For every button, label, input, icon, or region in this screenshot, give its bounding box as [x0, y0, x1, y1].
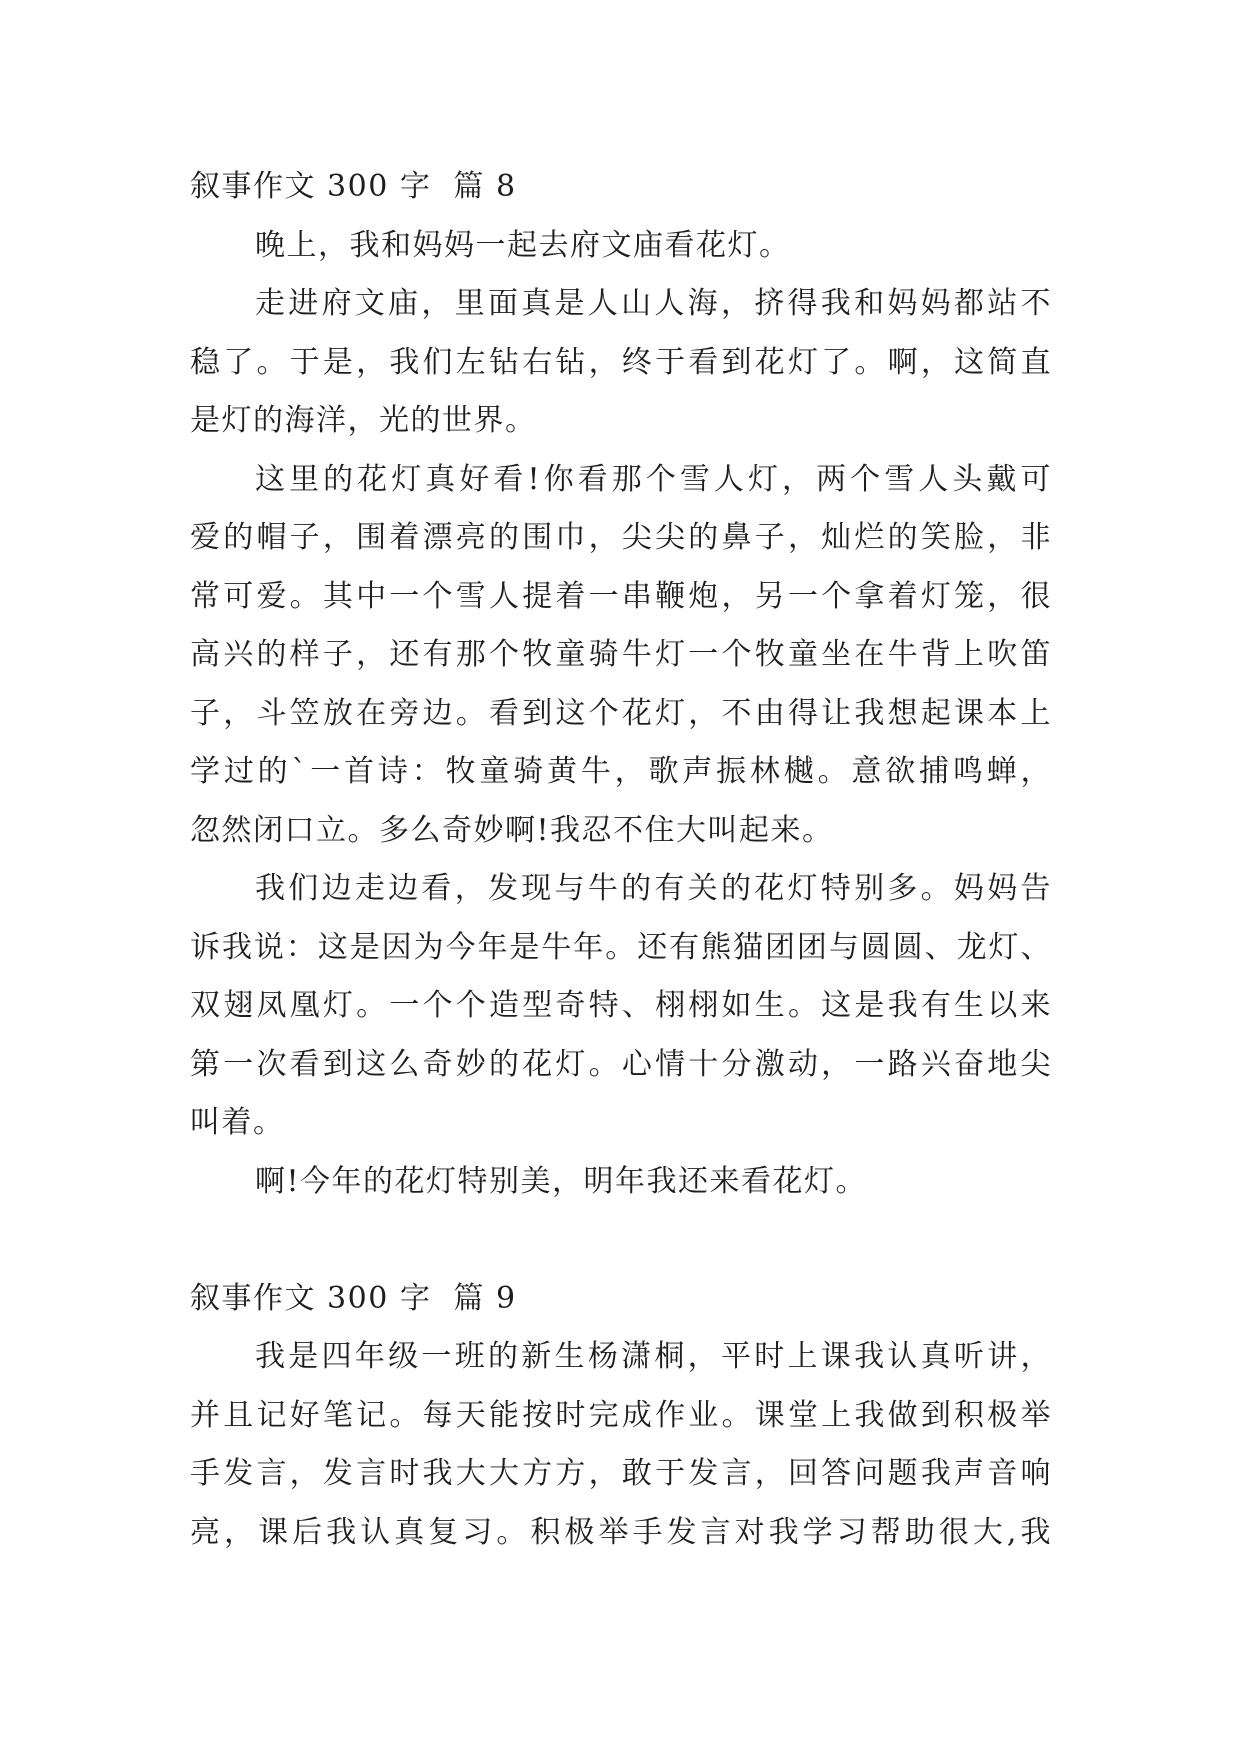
section-heading: 叙事作文 300 字 篇 9 — [190, 1280, 517, 1316]
paragraph-line: 爱的帽子，围着漂亮的围巾，尖尖的鼻子，灿烂的笑脸，非 — [190, 520, 1052, 555]
paragraph-line: 诉我说：这是因为今年是牛年。还有熊猫团团与圆圆、龙灯、 — [190, 929, 1052, 965]
paragraph — [190, 860, 1052, 1153]
paragraph-line: 常可爱。其中一个雪人提着一串鞭炮，另一个拿着灯笼，很 — [190, 578, 1052, 614]
section-heading: 叙事作文 300 字 篇 8 — [190, 169, 517, 204]
paragraph-line: 是灯的海洋，光的世界。 — [190, 403, 537, 438]
paragraph — [190, 1153, 1052, 1212]
essay-section — [190, 158, 1052, 1211]
paragraph-line: 我们边走边看，发现与牛的有关的花灯特别多。妈妈告 — [255, 871, 1052, 906]
paragraph — [190, 275, 1052, 451]
paragraph-line: 并且记好笔记。每天能按时完成作业。课堂上我做到积极举 — [190, 1397, 1052, 1433]
paragraph-line: 第一次看到这么奇妙的花灯。心情十分激动，一路兴奋地尖 — [190, 1046, 1052, 1082]
paragraph — [190, 451, 1052, 861]
paragraph-line: 忽然闭口立。多么奇妙啊!我忍不住大叫起来。 — [190, 812, 834, 848]
paragraph-line: 晚上，我和妈妈一起去府文庙看花灯。 — [255, 227, 791, 263]
paragraph-line: 手发言，发言时我大大方方，敢于发言，回答问题我声音响 — [190, 1456, 1052, 1491]
paragraph-line: 高兴的样子，还有那个牧童骑牛灯一个牧童坐在牛背上吹笛 — [190, 637, 1052, 672]
paragraph-line: 子，斗笠放在旁边。看到这个花灯，不由得让我想起课本上 — [190, 695, 1052, 731]
paragraph-line: 啊!今年的花灯特别美，明年我还来看花灯。 — [255, 1163, 868, 1199]
paragraph-line: 亮，课后我认真复习。积极举手发言对我学习帮助很大,我 — [190, 1514, 1052, 1550]
paragraph — [190, 1328, 1052, 1562]
document-body — [190, 158, 1052, 1562]
essay-section — [190, 1270, 1052, 1563]
paragraph-line: 学过的`一首诗：牧童骑黄牛，歌声振林樾。意欲捕鸣蝉， — [190, 754, 1052, 789]
paragraph — [190, 217, 1052, 276]
paragraph-line: 我是四年级一班的新生杨潇桐，平时上课我认真听讲， — [255, 1339, 1052, 1374]
paragraph-line: 走进府文庙，里面真是人山人海，挤得我和妈妈都站不 — [255, 286, 1052, 321]
paragraph-line: 叫着。 — [190, 1105, 285, 1140]
paragraph-line: 稳了。于是，我们左钻右钻，终于看到花灯了。啊，这简直 — [190, 344, 1052, 380]
paragraph-line: 双翅凤凰灯。一个个造型奇特、栩栩如生。这是我有生以来 — [190, 988, 1052, 1023]
paragraph-line: 这里的花灯真好看!你看那个雪人灯，两个雪人头戴可 — [255, 461, 1052, 497]
